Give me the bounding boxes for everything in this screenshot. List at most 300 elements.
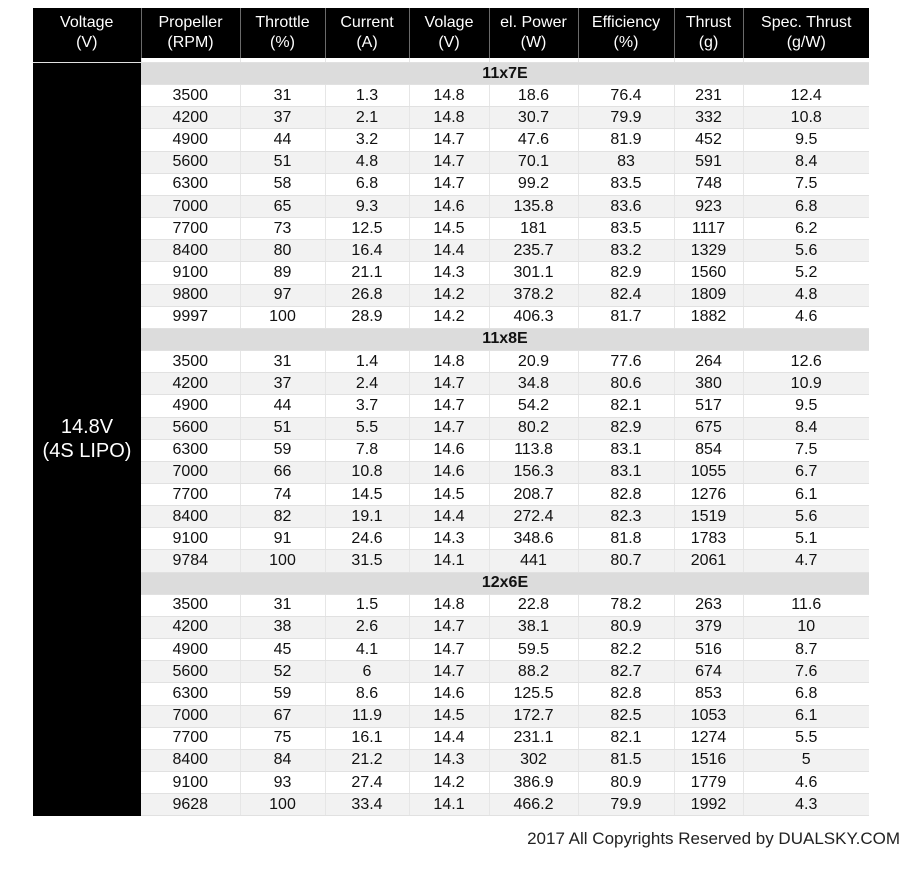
battery-voltage-cell: [33, 63, 141, 816]
table-cell: 272.4: [489, 506, 578, 528]
table-cell: 34.8: [489, 373, 578, 395]
table-cell: 181: [489, 218, 578, 240]
table-row: [33, 85, 869, 107]
table-cell: 466.2: [489, 794, 578, 816]
table-cell: 7.8: [325, 439, 409, 461]
table-cell: 37: [240, 373, 325, 395]
table-cell: 82.8: [578, 683, 674, 705]
table-cell: 7700: [141, 218, 240, 240]
table-row: [33, 306, 869, 328]
column-header: [674, 8, 743, 58]
table-cell: 14.3: [409, 749, 489, 771]
table-cell: 81.9: [578, 129, 674, 151]
table-cell: 80: [240, 240, 325, 262]
table-cell: 14.2: [409, 284, 489, 306]
table-cell: 73: [240, 218, 325, 240]
table-cell: 14.1: [409, 550, 489, 572]
table-cell: 6300: [141, 683, 240, 705]
table-cell: 14.5: [409, 705, 489, 727]
column-header-label: Propeller: [158, 14, 223, 31]
table-cell: 9.5: [743, 395, 869, 417]
table-row: [33, 417, 869, 439]
table-cell: 100: [240, 550, 325, 572]
table-cell: 83.2: [578, 240, 674, 262]
table-cell: 14.8: [409, 594, 489, 616]
column-header-unit: (V): [438, 34, 460, 51]
table-cell: 1560: [674, 262, 743, 284]
propeller-name: 11x8E: [141, 328, 869, 350]
column-header-label: Throttle: [255, 14, 310, 31]
table-cell: 82.3: [578, 506, 674, 528]
table-cell: 2.4: [325, 373, 409, 395]
motor-test-table: [33, 8, 869, 816]
table-cell: 14.7: [409, 417, 489, 439]
table-cell: 27.4: [325, 772, 409, 794]
table-row: [33, 107, 869, 129]
table-cell: 30.7: [489, 107, 578, 129]
table-cell: 80.2: [489, 417, 578, 439]
motor-test-table-container: [33, 8, 869, 816]
table-cell: 22.8: [489, 594, 578, 616]
table-cell: 14.6: [409, 439, 489, 461]
table-row: [33, 794, 869, 816]
table-cell: 4900: [141, 129, 240, 151]
table-cell: 14.4: [409, 727, 489, 749]
propeller-name: 11x7E: [141, 63, 869, 85]
table-cell: 516: [674, 639, 743, 661]
propeller-group-header: [33, 63, 869, 85]
table-cell: 80.9: [578, 616, 674, 638]
table-cell: 8400: [141, 749, 240, 771]
table-header-row: [33, 8, 869, 58]
table-cell: 263: [674, 594, 743, 616]
propeller-group-header: [33, 328, 869, 350]
table-cell: 231.1: [489, 727, 578, 749]
table-cell: 9100: [141, 528, 240, 550]
table-cell: 14.1: [409, 794, 489, 816]
table-cell: 1516: [674, 749, 743, 771]
table-cell: 10.8: [325, 461, 409, 483]
table-cell: 14.7: [409, 173, 489, 195]
table-cell: 82.5: [578, 705, 674, 727]
table-cell: 14.3: [409, 262, 489, 284]
table-cell: 135.8: [489, 195, 578, 217]
column-header-label: Current: [340, 14, 394, 31]
table-cell: 9.3: [325, 195, 409, 217]
table-cell: 5.5: [325, 417, 409, 439]
table-cell: 80.9: [578, 772, 674, 794]
propeller-name: 12x6E: [141, 572, 869, 594]
table-cell: 12.4: [743, 85, 869, 107]
table-cell: 2.6: [325, 616, 409, 638]
table-row: [33, 528, 869, 550]
table-cell: 33.4: [325, 794, 409, 816]
table-cell: 3.2: [325, 129, 409, 151]
table-cell: 14.6: [409, 195, 489, 217]
table-cell: 1779: [674, 772, 743, 794]
table-cell: 14.7: [409, 616, 489, 638]
table-cell: 38: [240, 616, 325, 638]
table-cell: 88.2: [489, 661, 578, 683]
table-cell: 79.9: [578, 794, 674, 816]
table-cell: 7000: [141, 461, 240, 483]
table-cell: 8.4: [743, 417, 869, 439]
table-cell: 406.3: [489, 306, 578, 328]
table-cell: 81.5: [578, 749, 674, 771]
table-cell: 7700: [141, 727, 240, 749]
table-cell: 9628: [141, 794, 240, 816]
column-header: [743, 8, 869, 58]
table-cell: 1882: [674, 306, 743, 328]
table-cell: 5.1: [743, 528, 869, 550]
column-header-unit: (A): [356, 34, 378, 51]
table-cell: 332: [674, 107, 743, 129]
table-cell: 386.9: [489, 772, 578, 794]
table-cell: 82.9: [578, 417, 674, 439]
column-header: [33, 8, 141, 58]
table-cell: 82.2: [578, 639, 674, 661]
table-cell: 100: [240, 306, 325, 328]
table-cell: 38.1: [489, 616, 578, 638]
table-cell: 4.7: [743, 550, 869, 572]
table-cell: 156.3: [489, 461, 578, 483]
table-cell: 4.1: [325, 639, 409, 661]
table-cell: 99.2: [489, 173, 578, 195]
table-cell: 31: [240, 85, 325, 107]
table-cell: 4200: [141, 373, 240, 395]
table-cell: 348.6: [489, 528, 578, 550]
table-cell: 6.1: [743, 483, 869, 505]
table-cell: 20.9: [489, 351, 578, 373]
table-cell: 14.8: [409, 351, 489, 373]
column-header-label: Thrust: [685, 14, 732, 31]
table-row: [33, 262, 869, 284]
column-header-unit: (g/W): [786, 34, 826, 51]
table-cell: 1809: [674, 284, 743, 306]
table-cell: 1274: [674, 727, 743, 749]
table-cell: 9800: [141, 284, 240, 306]
table-cell: 4200: [141, 616, 240, 638]
table-cell: 83.1: [578, 439, 674, 461]
table-cell: 59.5: [489, 639, 578, 661]
table-cell: 54.2: [489, 395, 578, 417]
table-cell: 52: [240, 661, 325, 683]
table-row: [33, 639, 869, 661]
table-cell: 14.8: [409, 107, 489, 129]
table-cell: 44: [240, 129, 325, 151]
table-cell: 6: [325, 661, 409, 683]
table-cell: 82.1: [578, 727, 674, 749]
table-cell: 80.6: [578, 373, 674, 395]
table-cell: 74: [240, 483, 325, 505]
table-cell: 208.7: [489, 483, 578, 505]
table-cell: 83.5: [578, 218, 674, 240]
table-cell: 8.6: [325, 683, 409, 705]
table-cell: 19.1: [325, 506, 409, 528]
table-cell: 82.9: [578, 262, 674, 284]
table-cell: 31: [240, 594, 325, 616]
table-cell: 14.2: [409, 306, 489, 328]
table-row: [33, 351, 869, 373]
table-cell: 14.7: [409, 151, 489, 173]
table-row: [33, 506, 869, 528]
table-row: [33, 373, 869, 395]
table-cell: 8.7: [743, 639, 869, 661]
table-cell: 83.1: [578, 461, 674, 483]
table-cell: 379: [674, 616, 743, 638]
column-header-unit: (V): [76, 34, 98, 51]
column-header-label: Efficiency: [591, 14, 661, 31]
copyright-footer: 2017 All Copyrights Reserved by DUALSKY.COM: [527, 829, 900, 848]
table-cell: 24.6: [325, 528, 409, 550]
column-header-unit: (W): [520, 34, 547, 51]
table-cell: 5600: [141, 661, 240, 683]
table-cell: 82.8: [578, 483, 674, 505]
table-cell: 6300: [141, 439, 240, 461]
table-cell: 748: [674, 173, 743, 195]
table-cell: 5.2: [743, 262, 869, 284]
table-cell: 91: [240, 528, 325, 550]
table-cell: 14.5: [325, 483, 409, 505]
table-cell: 14.7: [409, 373, 489, 395]
table-cell: 1053: [674, 705, 743, 727]
table-cell: 4.8: [743, 284, 869, 306]
table-row: [33, 173, 869, 195]
table-row: [33, 395, 869, 417]
table-cell: 9100: [141, 772, 240, 794]
table-cell: 14.5: [409, 218, 489, 240]
column-header: [489, 8, 578, 58]
table-cell: 81.8: [578, 528, 674, 550]
table-cell: 6.8: [325, 173, 409, 195]
table-cell: 452: [674, 129, 743, 151]
table-cell: 70.1: [489, 151, 578, 173]
table-cell: 1992: [674, 794, 743, 816]
table-cell: 76.4: [578, 85, 674, 107]
table-cell: 10.8: [743, 107, 869, 129]
table-cell: 4200: [141, 107, 240, 129]
table-cell: 3500: [141, 85, 240, 107]
table-cell: 51: [240, 151, 325, 173]
table-cell: 6300: [141, 173, 240, 195]
column-header-label: Volage: [424, 14, 474, 31]
table-cell: 51: [240, 417, 325, 439]
table-cell: 66: [240, 461, 325, 483]
table-cell: 5.5: [743, 727, 869, 749]
table-row: [33, 772, 869, 794]
table-cell: 264: [674, 351, 743, 373]
table-cell: 21.1: [325, 262, 409, 284]
table-cell: 7700: [141, 483, 240, 505]
column-header-unit: (RPM): [167, 34, 214, 51]
table-cell: 16.4: [325, 240, 409, 262]
table-cell: 79.9: [578, 107, 674, 129]
table-row: [33, 483, 869, 505]
table-cell: 1783: [674, 528, 743, 550]
table-cell: 7.5: [743, 173, 869, 195]
table-cell: 31: [240, 351, 325, 373]
column-header-unit: (%): [270, 34, 295, 51]
table-row: [33, 705, 869, 727]
table-cell: 1329: [674, 240, 743, 262]
table-cell: 3.7: [325, 395, 409, 417]
table-cell: 441: [489, 550, 578, 572]
table-cell: 6.8: [743, 195, 869, 217]
table-cell: 89: [240, 262, 325, 284]
table-row: [33, 683, 869, 705]
table-cell: 517: [674, 395, 743, 417]
table-cell: 45: [240, 639, 325, 661]
table-cell: 26.8: [325, 284, 409, 306]
column-header-label: Spec. Thrust: [761, 14, 852, 31]
table-cell: 8.4: [743, 151, 869, 173]
table-cell: 47.6: [489, 129, 578, 151]
column-header: [141, 8, 240, 58]
table-row: [33, 195, 869, 217]
table-cell: 231: [674, 85, 743, 107]
table-cell: 6.8: [743, 683, 869, 705]
table-cell: 37: [240, 107, 325, 129]
table-cell: 9.5: [743, 129, 869, 151]
table-cell: 14.7: [409, 129, 489, 151]
table-cell: 3500: [141, 351, 240, 373]
table-body: [33, 58, 869, 816]
table-cell: 7000: [141, 195, 240, 217]
table-cell: 235.7: [489, 240, 578, 262]
table-cell: 4.6: [743, 306, 869, 328]
table-cell: 172.7: [489, 705, 578, 727]
table-cell: 9997: [141, 306, 240, 328]
table-cell: 5600: [141, 417, 240, 439]
table-cell: 58: [240, 173, 325, 195]
table-cell: 81.7: [578, 306, 674, 328]
table-row: [33, 727, 869, 749]
table-cell: 10: [743, 616, 869, 638]
table-row: [33, 461, 869, 483]
table-cell: 14.6: [409, 461, 489, 483]
table-cell: 5600: [141, 151, 240, 173]
table-cell: 2.1: [325, 107, 409, 129]
table-cell: 1.4: [325, 351, 409, 373]
table-row: [33, 661, 869, 683]
table-cell: 11.6: [743, 594, 869, 616]
table-cell: 14.5: [409, 483, 489, 505]
table-cell: 44: [240, 395, 325, 417]
table-row: [33, 129, 869, 151]
table-cell: 4900: [141, 395, 240, 417]
table-row: [33, 550, 869, 572]
table-cell: 12.5: [325, 218, 409, 240]
column-header-label: el. Power: [500, 14, 567, 31]
table-cell: 302: [489, 749, 578, 771]
table-cell: 82.7: [578, 661, 674, 683]
table-cell: 28.9: [325, 306, 409, 328]
table-cell: 100: [240, 794, 325, 816]
table-row: [33, 151, 869, 173]
table-cell: 59: [240, 439, 325, 461]
table-cell: 77.6: [578, 351, 674, 373]
table-cell: 14.3: [409, 528, 489, 550]
table-row: [33, 749, 869, 771]
table-cell: 301.1: [489, 262, 578, 284]
table-row: [33, 439, 869, 461]
table-cell: 93: [240, 772, 325, 794]
table-cell: 9100: [141, 262, 240, 284]
table-cell: 9784: [141, 550, 240, 572]
column-header: [578, 8, 674, 58]
table-row: [33, 616, 869, 638]
table-cell: 6.1: [743, 705, 869, 727]
table-cell: 378.2: [489, 284, 578, 306]
table-cell: 674: [674, 661, 743, 683]
table-cell: 59: [240, 683, 325, 705]
table-cell: 2061: [674, 550, 743, 572]
table-cell: 923: [674, 195, 743, 217]
table-cell: 7000: [141, 705, 240, 727]
column-header: [409, 8, 489, 58]
table-cell: 12.6: [743, 351, 869, 373]
table-cell: 16.1: [325, 727, 409, 749]
table-cell: 853: [674, 683, 743, 705]
table-cell: 675: [674, 417, 743, 439]
table-cell: 5.6: [743, 506, 869, 528]
table-cell: 5.6: [743, 240, 869, 262]
table-cell: 1.5: [325, 594, 409, 616]
table-cell: 6.2: [743, 218, 869, 240]
battery-type: (4S LIPO): [42, 440, 132, 463]
table-cell: 4900: [141, 639, 240, 661]
table-cell: 8400: [141, 240, 240, 262]
table-cell: 4.8: [325, 151, 409, 173]
table-cell: 82.1: [578, 395, 674, 417]
table-row: [33, 284, 869, 306]
table-cell: 5: [743, 749, 869, 771]
table-cell: 14.4: [409, 240, 489, 262]
table-cell: 6.7: [743, 461, 869, 483]
table-cell: 31.5: [325, 550, 409, 572]
table-cell: 1519: [674, 506, 743, 528]
table-cell: 380: [674, 373, 743, 395]
battery-voltage: 14.8V: [60, 416, 114, 439]
column-header-unit: (%): [613, 34, 639, 51]
table-cell: 14.6: [409, 683, 489, 705]
table-cell: 80.7: [578, 550, 674, 572]
table-cell: 4.3: [743, 794, 869, 816]
column-header-unit: (g): [698, 34, 719, 51]
table-cell: 83.5: [578, 173, 674, 195]
table-cell: 125.5: [489, 683, 578, 705]
table-cell: 7.5: [743, 439, 869, 461]
column-header: [240, 8, 325, 58]
table-cell: 11.9: [325, 705, 409, 727]
table-cell: 97: [240, 284, 325, 306]
table-cell: 65: [240, 195, 325, 217]
table-cell: 82.4: [578, 284, 674, 306]
table-cell: 854: [674, 439, 743, 461]
table-cell: 78.2: [578, 594, 674, 616]
table-cell: 1055: [674, 461, 743, 483]
table-cell: 591: [674, 151, 743, 173]
table-cell: 83: [578, 151, 674, 173]
table-cell: 14.7: [409, 661, 489, 683]
table-cell: 21.2: [325, 749, 409, 771]
table-cell: 7.6: [743, 661, 869, 683]
table-cell: 14.4: [409, 506, 489, 528]
table-cell: 82: [240, 506, 325, 528]
table-cell: 14.8: [409, 85, 489, 107]
table-cell: 3500: [141, 594, 240, 616]
table-cell: 83.6: [578, 195, 674, 217]
